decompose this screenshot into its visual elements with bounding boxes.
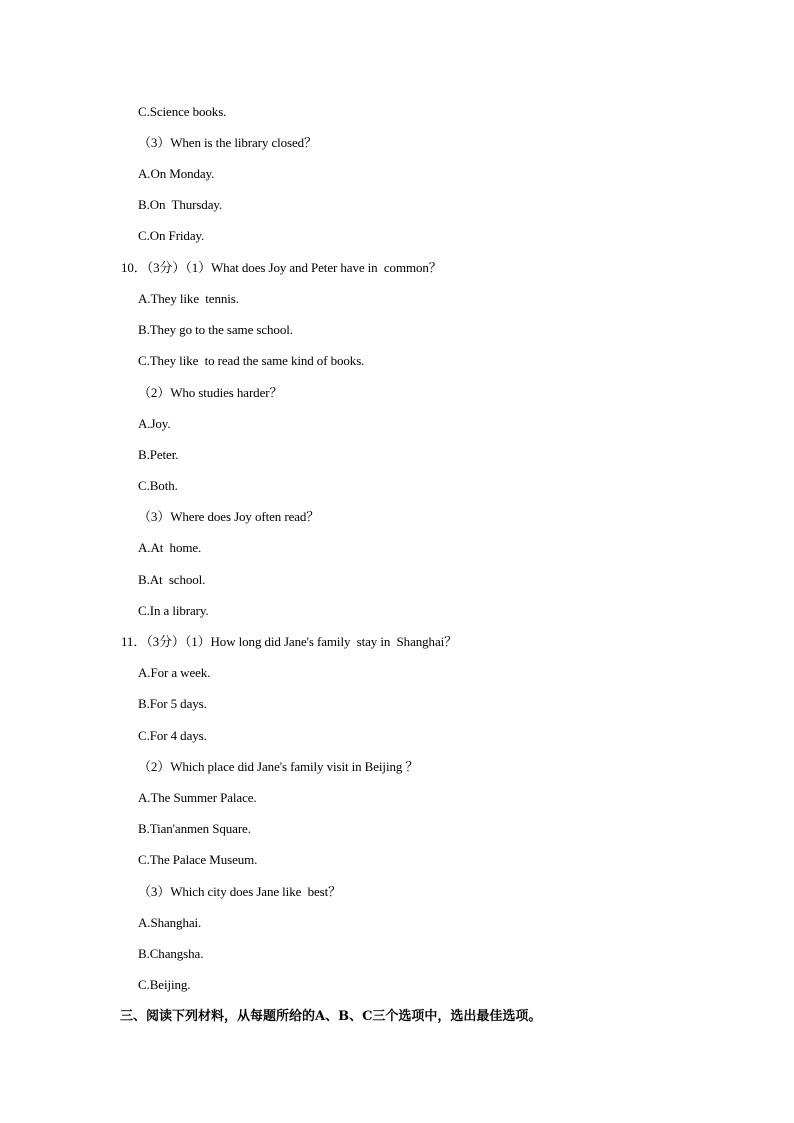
q10-sub3-option-c: C.In a library. [138,603,209,618]
q10-sub2-option-c: C.Both. [138,478,178,493]
q10-sub2-option-a: A.Joy. [138,416,171,431]
q9-sub3-option-b: B.On Thursday. [138,197,223,212]
q11-sub3-question: （3）Which city does Jane like best？ [138,884,342,899]
q10-sub2-option-b: B.Peter. [138,447,179,462]
q10-sub1-option-b: B.They go to the same school. [138,322,293,337]
q11-sub1-option-c: C.For 4 days. [138,728,207,743]
q10-sub3-question: （3）Where does Joy often read？ [138,509,320,524]
q10-sub2-question: （2）Who studies harder？ [138,385,283,400]
q11-sub3-option-c: C.Beijing. [138,977,191,992]
q11-sub1-question: 11．（3分）（1）How long did Jane's family stay in Shanghai？ [121,634,458,649]
section-three-heading: 三、阅读下列材料，从每题所给的A、B、C三个选项中，选出最佳选项。 [120,1009,542,1024]
q10-sub3-option-a: A.At home. [138,540,202,555]
q11-sub2-option-a: A.The Summer Palace. [138,790,257,805]
q11-sub3-option-b: B.Changsha. [138,946,204,961]
q11-sub3-option-a: A.Shanghai. [138,915,202,930]
q11-sub1-option-b: B.For 5 days. [138,696,207,711]
q11-sub2-option-b: B.Tian'anmen Square. [138,821,251,836]
q10-sub1-option-c: C.They like to read the same kind of books. [138,353,365,368]
q10-sub1-option-a: A.They like tennis. [138,291,239,306]
q10-sub1-question: 10．（3分）（1）What does Joy and Peter have in common？ [121,260,442,275]
q10-sub3-option-b: B.At school. [138,572,206,587]
q9-sub3-question: （3）When is the library closed？ [138,135,317,150]
q9-3-prev-option-c: C.Science books. [138,104,227,119]
q9-sub3-option-c: C.On Friday. [138,228,205,243]
q11-sub1-option-a: A.For a week. [138,665,211,680]
q11-sub2-question: （2）Which place did Jane's family visit in Beijing ？ [138,759,419,774]
q11-sub2-option-c: C.The Palace Museum. [138,852,258,867]
q9-sub3-option-a: A.On Monday. [138,166,215,181]
